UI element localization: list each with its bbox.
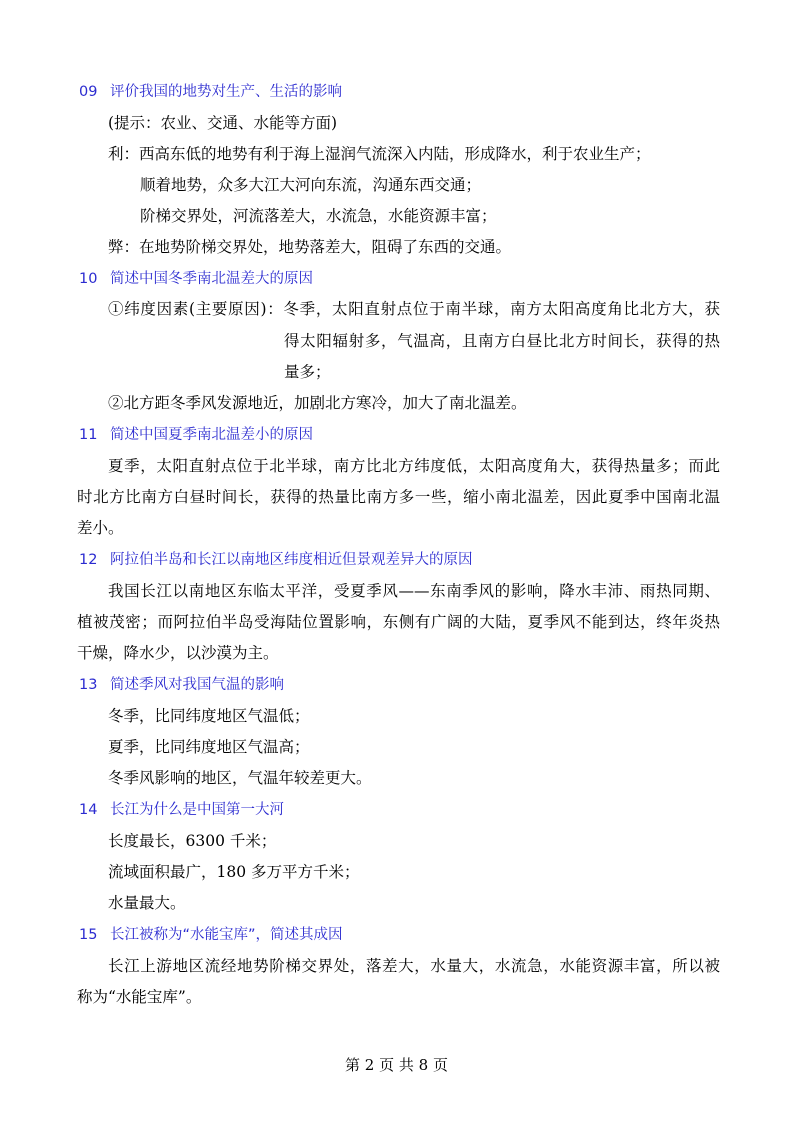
body-text: 植被茂密；而阿拉伯半岛受海陆位置影响，东侧有广阔的大陆，夏季风不能到达，终年炎热 bbox=[77, 613, 720, 631]
body-text: 差小。 bbox=[77, 519, 124, 537]
body-text: ②北方距冬季风发源地近，加剧北方寒冷，加大了南北温差。 bbox=[108, 394, 527, 412]
section-title: 简述季风对我国气温的影响 bbox=[110, 677, 284, 693]
body-text: 阶梯交界处，河流落差大，水流急，水能资源丰富； bbox=[140, 207, 497, 225]
body-text: 量多； bbox=[284, 363, 331, 381]
section-number: 14 bbox=[79, 802, 98, 818]
body-text: 冬季，比同纬度地区气温低； bbox=[108, 707, 310, 725]
body-text: 顺着地势，众多大江大河向东流，沟通东西交通； bbox=[140, 176, 482, 194]
section-number: 09 bbox=[79, 84, 98, 100]
section-heading-12 bbox=[79, 549, 473, 571]
body-text: 弊：在地势阶梯交界处，地势落差大，阻碍了东西的交通。 bbox=[108, 238, 512, 256]
section-heading-10 bbox=[79, 268, 313, 290]
body-text: ①纬度因素(主要原因)：冬季，太阳直射点位于南半球，南方太阳高度角比北方大，获 bbox=[108, 300, 720, 318]
body-text: 水量最大。 bbox=[108, 894, 186, 912]
section-number: 12 bbox=[79, 552, 98, 568]
body-text: 流域面积最广，180 多万平方千米； bbox=[108, 863, 360, 881]
section-title: 长江被称为“水能宝库”，简述其成因 bbox=[110, 927, 343, 943]
body-text: 夏季，比同纬度地区气温高； bbox=[108, 738, 310, 756]
section-number: 11 bbox=[79, 427, 98, 443]
section-number: 15 bbox=[79, 927, 98, 943]
section-title: 评价我国的地势对生产、生活的影响 bbox=[110, 84, 342, 100]
page-footer: 第 2 页 共 8 页 bbox=[345, 1056, 448, 1074]
body-text: 长度最长，6300 千米； bbox=[108, 832, 277, 850]
body-text: (提示：农业、交通、水能等方面) bbox=[108, 114, 338, 132]
body-text: 冬季风影响的地区，气温年较差更大。 bbox=[108, 769, 372, 787]
section-heading-14 bbox=[79, 799, 284, 821]
section-title: 长江为什么是中国第一大河 bbox=[110, 802, 284, 818]
body-text: 我国长江以南地区东临太平洋，受夏季风——东南季风的影响，降水丰沛、雨热同期、 bbox=[108, 582, 720, 600]
section-heading-15 bbox=[79, 924, 343, 946]
body-text: 利：西高东低的地势有利于海上湿润气流深入内陆，形成降水，利于农业生产； bbox=[108, 145, 651, 163]
body-text: 时北方比南方白昼时间长，获得的热量比南方多一些，缩小南北温差，因此夏季中国南北温 bbox=[77, 488, 720, 506]
body-text: 得太阳辐射多，气温高，且南方白昼比北方时间长，获得的热 bbox=[284, 332, 720, 350]
body-text: 夏季，太阳直射点位于北半球，南方比北方纬度低，太阳高度角大，获得热量多；而此 bbox=[108, 457, 720, 475]
body-text: 干燥，降水少，以沙漠为主。 bbox=[77, 644, 279, 662]
section-number: 13 bbox=[79, 677, 98, 693]
body-text: 称为“水能宝库”。 bbox=[77, 988, 202, 1006]
section-title: 简述中国冬季南北温差大的原因 bbox=[110, 271, 313, 287]
section-heading-09 bbox=[79, 81, 342, 103]
section-title: 简述中国夏季南北温差小的原因 bbox=[110, 427, 313, 443]
section-heading-11 bbox=[79, 424, 313, 446]
section-heading-13 bbox=[79, 674, 284, 696]
body-text: 长江上游地区流经地势阶梯交界处，落差大，水量大，水流急，水能资源丰富，所以被 bbox=[108, 957, 720, 975]
section-number: 10 bbox=[79, 271, 98, 287]
section-title: 阿拉伯半岛和长江以南地区纬度相近但景观差异大的原因 bbox=[110, 552, 473, 568]
